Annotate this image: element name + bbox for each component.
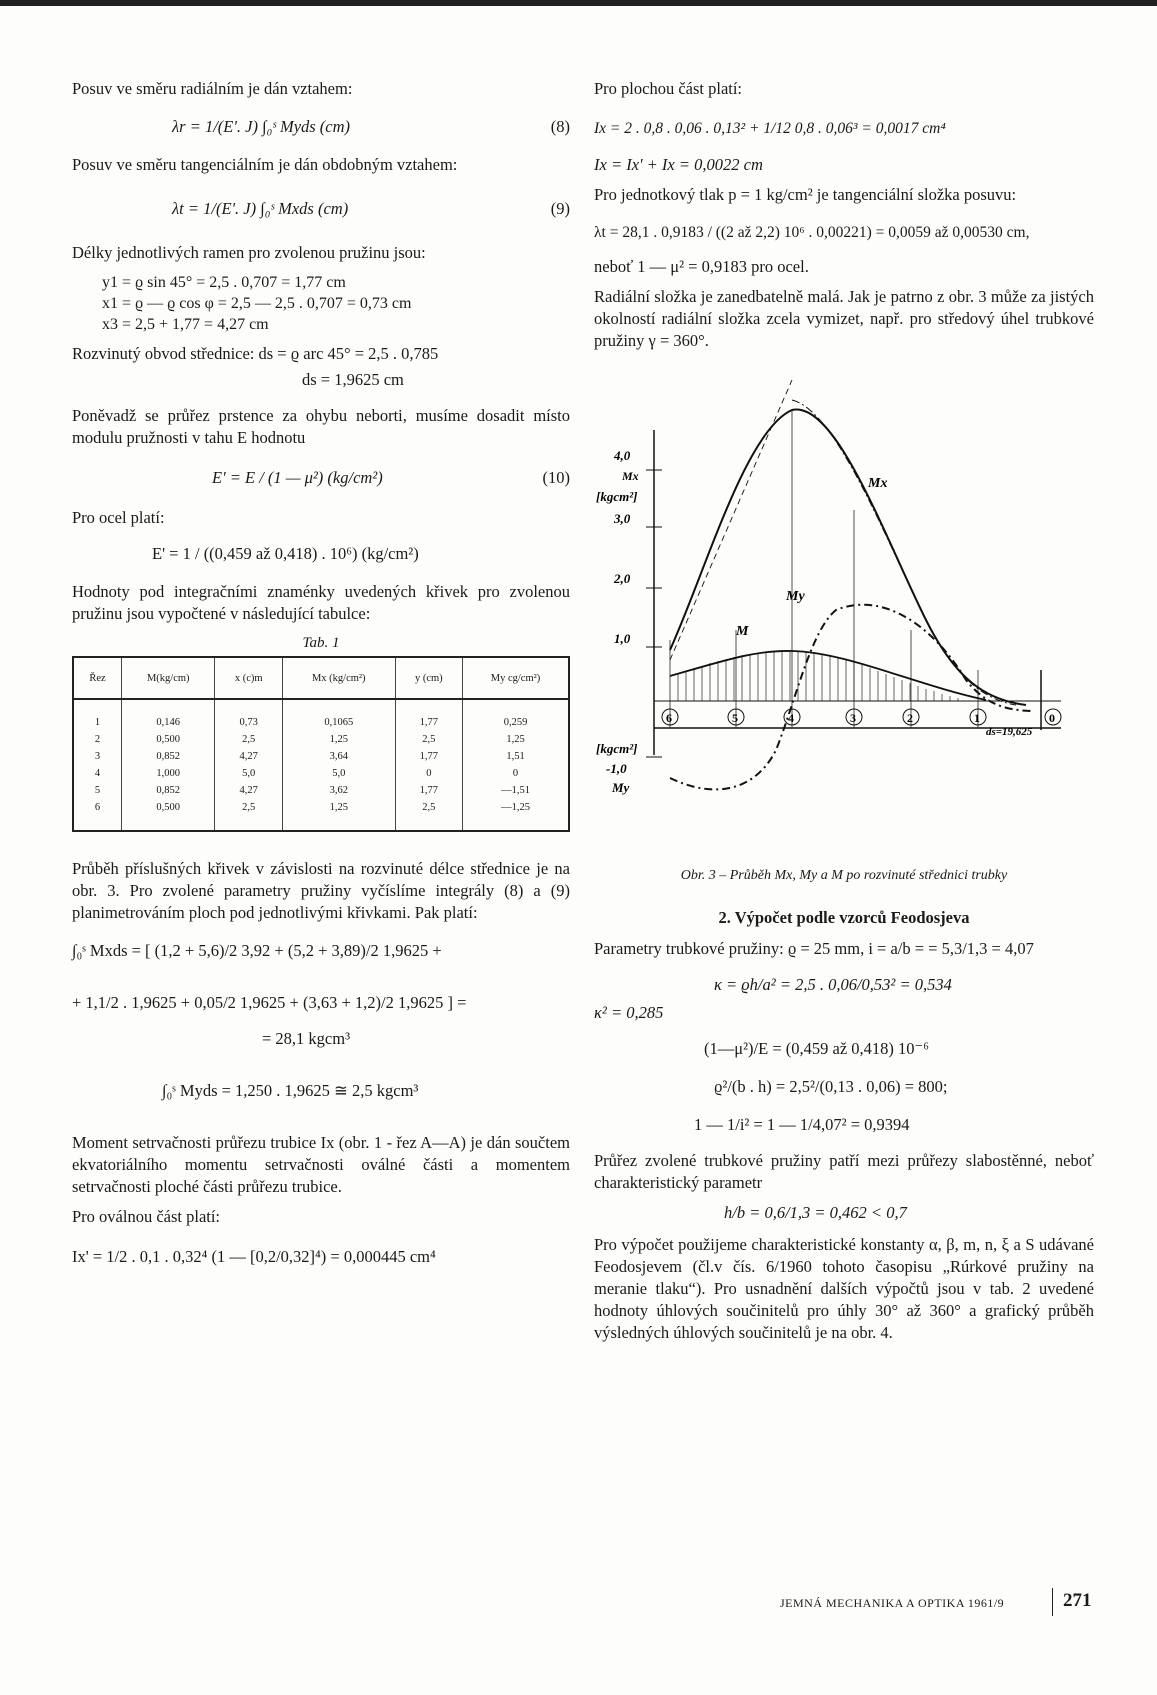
paragraph: Pro ocel platí: — [72, 508, 165, 527]
table-cell: 5 — [94, 785, 101, 796]
table-header: x (c)m — [215, 657, 282, 699]
table-cell: 3 — [94, 751, 101, 762]
table-cell: 2,5 — [215, 799, 282, 831]
table-cell: 3,64 — [282, 748, 395, 765]
table-cell: 0,259 — [463, 699, 569, 731]
y-tick-label: 2,0 — [614, 571, 631, 586]
paragraph: Pro výpočet použijeme charakteristické konstanty α, β, m, n, ξ a S udávané Feodosjevem (čl.v čís. 6/1960 tohoto časopisu „Rúrkové pružiny na meranie tlaku“). Pro usnadnění dalších výpočtů jsou v tab. 2 uvedené hodnoty úhlových součinitelů pro úhly 30° až 360° a grafický průběh výsledných úhlových součinitelů je na obr. 4. — [594, 1235, 1094, 1342]
integral-mxds-cont: + 1,1/2 . 1,9625 + 0,05/2 1,9625 + (3,63 + 1,2)/2 1,9625 ] = — [72, 993, 467, 1012]
table-cell: 4 — [94, 768, 101, 779]
figure-caption: Obr. 3 – Průběh Mx, My a M po rozvinuté střednici trubky — [680, 868, 1008, 883]
table-header-row — [73, 657, 569, 699]
y-unit-label: [kgcm²] — [596, 489, 638, 504]
equation-8: λr = 1/(E'. J) ∫₀ˢ Myds (cm) (8) — [172, 117, 570, 136]
equation-lambda-t: λt = 28,1 . 0,9183 / ((2 až 2,2) 10⁶ . 0,00221) = 0,0059 až 0,00530 cm, — [594, 224, 1030, 241]
table-cell: 1,77 — [395, 699, 462, 731]
table-row — [73, 748, 569, 765]
lengths-list — [102, 272, 570, 335]
equation-kappa2: κ² = 0,285 — [594, 1003, 664, 1022]
paragraph: Průběh příslušných křivek v závislosti na rozvinuté délce střednice je na obr. 3. Pro zvolené parametry pružiny vyčíslíme integrály (8) a (9) planimetrováním ploch pod jednotlivými křivkami. Pak platí: — [72, 859, 570, 922]
data-table — [72, 656, 570, 832]
table-row — [73, 799, 569, 831]
section-markers — [662, 709, 1061, 725]
section-heading: 2. Výpočet podle vzorců Feodosjeva — [718, 908, 970, 927]
table-cell: 1,51 — [463, 748, 569, 765]
table-cell: 3,62 — [282, 782, 395, 799]
equation-ix-flat: Ix = 2 . 0,8 . 0,06 . 0,13² + 1/12 0,8 . 0,06³ = 0,0017 cm⁴ — [594, 120, 946, 137]
table-cell: 1,000 — [122, 765, 215, 782]
section-label: 4 — [788, 711, 794, 725]
equation-hb: h/b = 0,6/1,3 = 0,462 < 0,7 — [724, 1203, 907, 1222]
paragraph: Pro oválnou část platí: — [72, 1207, 221, 1226]
paragraph: Pro jednotkový tlak p = 1 kg/cm² je tangenciální složka posuvu: — [594, 185, 1017, 204]
equation-number: (8) — [550, 117, 570, 136]
section-lines — [670, 410, 978, 728]
table-cell: 0,1065 — [282, 699, 395, 731]
table-row — [73, 782, 569, 799]
table-cell: —1,51 — [463, 782, 569, 799]
table-cell: 6 — [94, 802, 101, 813]
table-cell: 0,852 — [122, 782, 215, 799]
table-cell: 1,25 — [463, 731, 569, 748]
mx-construction-line — [670, 380, 792, 660]
curve-label-m: M — [736, 624, 749, 639]
equation-kappa: κ = ϱh/a² = 2,5 . 0,06/0,53² = 0,534 — [714, 975, 952, 994]
table-cell: 0,500 — [122, 799, 215, 831]
table-cell: 2 — [94, 734, 101, 745]
equation-rho: ϱ²/(b . h) = 2,5²/(0,13 . 0,06) = 800; — [714, 1077, 948, 1096]
paragraph: Průřez zvolené trubkové pružiny patří mezi průřezy slabostěnné, neboť charakteristický parametr — [594, 1151, 1094, 1192]
paragraph: Posuv ve směru tangenciálním je dán obdobným vztahem: — [72, 155, 458, 174]
equation-i: 1 — 1/i² = 1 — 1/4,07² = 0,9394 — [694, 1115, 910, 1134]
table-cell: 5,0 — [282, 765, 395, 782]
mx-dashdot — [792, 400, 1016, 705]
y-tick-label: 1,0 — [614, 631, 631, 646]
page-top-rule — [0, 0, 1157, 6]
y-tick-label: 3,0 — [614, 511, 631, 526]
paragraph: Posuv ve směru radiálním je dán vztahem: — [72, 79, 353, 98]
curve-label-mx: Mx — [868, 476, 888, 491]
paragraph: Pro plochou část platí: — [594, 79, 743, 98]
table-cell: 0 — [395, 765, 462, 782]
paragraph: Moment setrvačnosti průřezu trubice Ix (obr. 1 - řez A—A) je dán součtem ekvatoriálního momentu setrvačnosti oválné části a momentem setrvačnosti ploché části průřezu trubice. — [72, 1133, 570, 1196]
y-axis-label: Mx — [622, 469, 639, 483]
integral-myds: ∫₀ˢ Myds = 1,250 . 1,9625 ≅ 2,5 kgcm³ — [162, 1081, 419, 1100]
table-cell: 1,77 — [395, 748, 462, 765]
length-line: x1 = ϱ — ϱ cos φ = 2,5 — 2,5 . 0,707 = 0,73 cm — [102, 295, 412, 312]
length-line: x3 = 2,5 + 1,77 = 4,27 cm — [102, 316, 269, 333]
table-cell: 1,25 — [282, 799, 395, 831]
section-label: 3 — [850, 711, 856, 725]
m-curve — [670, 651, 986, 700]
equation-modulus: (1—μ²)/E = (0,459 až 0,418) 10⁻⁶ — [704, 1039, 929, 1058]
table-cell: 0,852 — [122, 748, 215, 765]
y-tick-label: -1,0 — [606, 761, 627, 776]
paragraph: neboť 1 — μ² = 0,9183 pro ocel. — [594, 257, 809, 276]
paragraph: Rozvinutý obvod střednice: ds = ϱ arc 45° = 2,5 . 0,785 — [72, 344, 439, 363]
right-column — [594, 78, 1094, 1352]
table-header: M(kg/cm) — [122, 657, 215, 699]
curve-label-my: My — [786, 589, 805, 604]
table-cell: 0 — [463, 765, 569, 782]
table-cell: 1,77 — [395, 782, 462, 799]
table-title: Tab. 1 — [302, 635, 340, 651]
integral-mxds: ∫₀ˢ Mxds = [ (1,2 + 5,6)/2 3,92 + (5,2 + 3,89)/2 1,9625 + — [72, 941, 442, 960]
equation-number: (10) — [542, 468, 570, 487]
section-label: 2 — [907, 711, 913, 725]
table-header: Řez — [73, 657, 122, 699]
footer-separator — [1052, 1588, 1053, 1616]
m-hatching — [678, 651, 958, 701]
equation-number: (9) — [550, 199, 570, 218]
equation-9: λt = 1/(E'. J) ∫₀ˢ Mxds (cm) (9) — [172, 199, 570, 218]
journal-footer: JEMNÁ MECHANIKA A OPTIKA 1961/9 — [780, 1596, 1005, 1610]
equation-ix-total: Ix = Ix' + Ix = 0,0022 cm — [594, 155, 763, 174]
table-header: My cg/cm²) — [463, 657, 569, 699]
table-row — [73, 731, 569, 748]
equation-oval: Ix' = 1/2 . 0,1 . 0,32⁴ (1 — [0,2/0,32]⁴) = 0,000445 cm⁴ — [72, 1247, 436, 1266]
section-label: 6 — [666, 711, 672, 725]
table-cell: 0,146 — [122, 699, 215, 731]
table-cell: 0,73 — [215, 699, 282, 731]
table-row — [73, 765, 569, 782]
equation-steel: E' = 1 / ((0,459 až 0,418) . 10⁶) (kg/cm²) — [152, 544, 419, 563]
paragraph: Poněvadž se průřez prstence za ohybu neborti, musíme dosadit místo modulu pružnosti v tahu E hodnotu — [72, 406, 570, 447]
table-row — [73, 699, 569, 731]
table-cell: —1,25 — [463, 799, 569, 831]
table-cell: 2,5 — [395, 731, 462, 748]
paragraph: Délky jednotlivých ramen pro zvolenou pružinu jsou: — [72, 243, 426, 262]
table-cell: 4,27 — [215, 748, 282, 765]
table-header: y (cm) — [395, 657, 462, 699]
table-cell: 4,27 — [215, 782, 282, 799]
paragraph: Hodnoty pod integračními znaménky uvedených křivek pro zvolenou pružinu jsou vypočtené v následující tabulce: — [72, 582, 570, 623]
section-label: 5 — [732, 711, 738, 725]
table-header: Mx (kg/cm²) — [282, 657, 395, 699]
y-tick-label: 4,0 — [614, 448, 631, 463]
integral-mxds-result: = 28,1 kgcm³ — [262, 1029, 351, 1048]
page-number: 271 — [1063, 1590, 1092, 1611]
table-cell: 2,5 — [395, 799, 462, 831]
y-axis-label: My — [612, 780, 630, 795]
equation-10: E' = E / (1 — μ²) (kg/cm²) (10) — [212, 468, 570, 487]
table-cell: 5,0 — [215, 765, 282, 782]
figure-3 — [586, 360, 1086, 860]
table-cell: 2,5 — [215, 731, 282, 748]
section-label: 0 — [1049, 711, 1055, 725]
y-unit-label: [kgcm²] — [596, 741, 638, 756]
section-label: 1 — [974, 711, 980, 725]
table-cell: 1,25 — [282, 731, 395, 748]
end-label: ds=19,625 — [986, 726, 1033, 738]
paragraph: Radiální složka je zanedbatelně malá. Jak je patrno z obr. 3 může za jistých okolností radiální složka zcela vymizet, např. pro středový úhel trubkové pružiny γ = 360°. — [594, 287, 1094, 350]
left-column — [72, 78, 570, 1268]
equation-ds: ds = 1,9625 cm — [302, 370, 404, 389]
paragraph: Parametry trubkové pružiny: ϱ = 25 mm, i = a/b = = 5,3/1,3 = 4,07 — [594, 939, 1034, 958]
length-line: y1 = ϱ sin 45° = 2,5 . 0,707 = 1,77 cm — [102, 274, 346, 291]
table-cell: 0,500 — [122, 731, 215, 748]
table-cell: 1 — [94, 717, 101, 728]
